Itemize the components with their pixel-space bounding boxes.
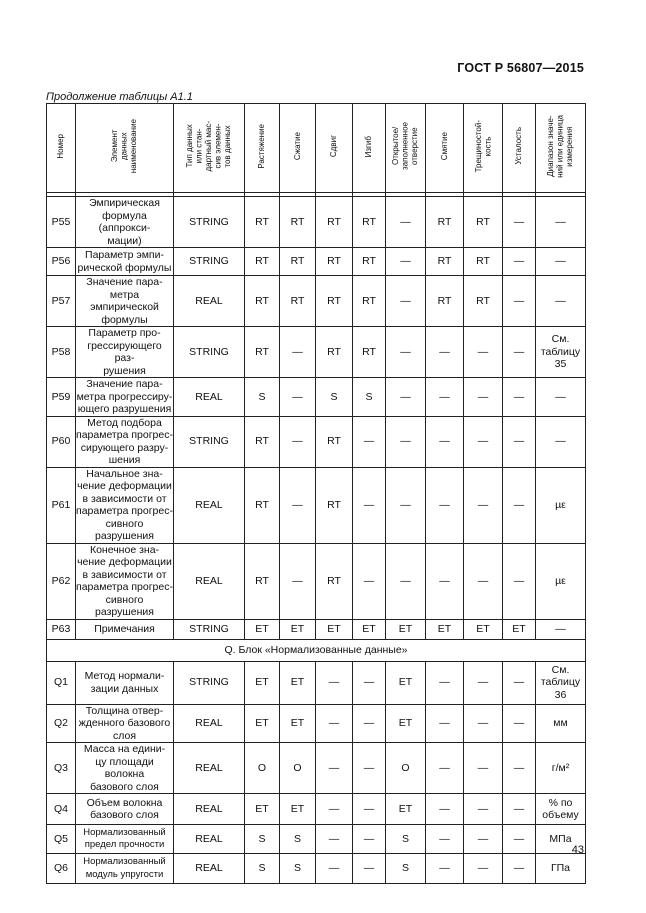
row-test-cell: RT: [316, 416, 353, 467]
row-test-cell: —: [316, 743, 353, 794]
row-data-type: REAL: [174, 743, 245, 794]
row-number: Q2: [47, 704, 76, 743]
row-test-cell: S: [386, 825, 426, 854]
row-test-cell: RT: [426, 276, 464, 327]
row-test-cell: —: [503, 276, 536, 327]
row-test-cell: RT: [245, 276, 280, 327]
col-header-tension: Растяжение: [245, 104, 280, 193]
row-test-cell: —: [280, 543, 316, 619]
row-data-type: REAL: [174, 467, 245, 543]
row-unit: —: [536, 248, 586, 276]
document-code: ГОСТ Р 56807—2015: [457, 61, 584, 75]
row-test-cell: RT: [245, 248, 280, 276]
row-test-cell: —: [353, 704, 386, 743]
row-test-cell: —: [316, 704, 353, 743]
table-row: [47, 619, 586, 639]
row-element-name: Нормализованный предел прочности: [76, 825, 174, 854]
col-header-fatigue: Усталость: [503, 104, 536, 193]
row-number: P56: [47, 248, 76, 276]
row-test-cell: —: [503, 661, 536, 704]
row-test-cell: S: [245, 378, 280, 417]
row-data-type: STRING: [174, 416, 245, 467]
row-test-cell: —: [353, 467, 386, 543]
row-unit: См. таблицу 35: [536, 327, 586, 378]
header-row: [47, 104, 586, 193]
row-element-name: Метод нормали- зации данных: [76, 661, 174, 704]
table-row: [47, 327, 586, 378]
row-test-cell: ET: [503, 619, 536, 639]
row-test-cell: S: [316, 378, 353, 417]
row-test-cell: RT: [316, 248, 353, 276]
row-test-cell: —: [426, 743, 464, 794]
row-test-cell: —: [503, 543, 536, 619]
row-data-type: REAL: [174, 276, 245, 327]
row-test-cell: RT: [426, 197, 464, 248]
page-number: 43: [571, 844, 584, 856]
row-test-cell: —: [386, 416, 426, 467]
row-test-cell: —: [316, 794, 353, 825]
col-header-compression: Сжатие: [280, 104, 316, 193]
row-test-cell: —: [386, 248, 426, 276]
row-unit: МПа: [536, 825, 586, 854]
row-test-cell: RT: [353, 248, 386, 276]
row-test-cell: —: [464, 543, 503, 619]
col-header-number: Номер: [47, 104, 76, 193]
row-test-cell: —: [426, 327, 464, 378]
table-row: [47, 825, 586, 854]
row-test-cell: —: [503, 197, 536, 248]
row-number: Q4: [47, 794, 76, 825]
row-unit: µε: [536, 467, 586, 543]
table-caption: Продолжение таблицы А1.1: [46, 91, 193, 103]
row-element-name: Начальное зна- чение деформации в зависимости от параметра прогрес- сивного разрушения: [76, 467, 173, 542]
row-test-cell: RT: [353, 327, 386, 378]
row-test-cell: O: [280, 743, 316, 794]
row-test-cell: RT: [316, 276, 353, 327]
row-test-cell: O: [245, 743, 280, 794]
row-test-cell: —: [503, 854, 536, 884]
row-test-cell: —: [386, 543, 426, 619]
table-row: [47, 416, 586, 467]
row-number: P55: [47, 197, 76, 248]
row-test-cell: —: [426, 704, 464, 743]
row-test-cell: —: [426, 378, 464, 417]
row-test-cell: S: [245, 825, 280, 854]
row-test-cell: ET: [245, 704, 280, 743]
col-header-open-hole: Открытое/ заполненное отверстие: [386, 104, 426, 193]
row-test-cell: ET: [280, 661, 316, 704]
row-test-cell: —: [353, 854, 386, 884]
row-test-cell: —: [426, 661, 464, 704]
row-test-cell: ET: [386, 704, 426, 743]
row-test-cell: O: [386, 743, 426, 794]
row-unit: —: [536, 619, 586, 639]
row-test-cell: ET: [386, 661, 426, 704]
table-row: [47, 661, 586, 704]
row-test-cell: —: [503, 825, 536, 854]
row-test-cell: —: [353, 543, 386, 619]
row-element-name: Масса на едини- цу площади волокна базового слоя: [76, 743, 174, 794]
row-test-cell: —: [464, 825, 503, 854]
row-test-cell: —: [426, 416, 464, 467]
row-test-cell: —: [386, 197, 426, 248]
section-row: [47, 639, 586, 661]
row-test-cell: RT: [245, 197, 280, 248]
row-test-cell: —: [464, 743, 503, 794]
row-data-type: STRING: [174, 327, 245, 378]
row-test-cell: —: [316, 854, 353, 884]
row-test-cell: —: [353, 825, 386, 854]
row-test-cell: —: [426, 794, 464, 825]
row-test-cell: RT: [245, 327, 280, 378]
row-data-type: REAL: [174, 543, 245, 619]
row-data-type: STRING: [174, 197, 245, 248]
row-test-cell: ET: [386, 619, 426, 639]
row-unit: µε: [536, 543, 586, 619]
row-number: P61: [47, 467, 76, 543]
row-test-cell: —: [386, 276, 426, 327]
row-test-cell: RT: [464, 248, 503, 276]
row-test-cell: —: [353, 416, 386, 467]
row-test-cell: —: [503, 378, 536, 417]
row-test-cell: ET: [316, 619, 353, 639]
row-element-name: Конечное зна- чение деформации в зависимости от параметра прогрес- сивного разрушения: [76, 543, 173, 618]
row-test-cell: ET: [386, 794, 426, 825]
row-unit: мм: [536, 704, 586, 743]
row-test-cell: RT: [316, 543, 353, 619]
row-number: P57: [47, 276, 76, 327]
row-test-cell: RT: [245, 416, 280, 467]
row-test-cell: RT: [280, 248, 316, 276]
row-data-type: STRING: [174, 619, 245, 639]
row-test-cell: —: [316, 661, 353, 704]
row-element-name: Эмпирическая формула (аппрокси- мации): [76, 197, 174, 248]
row-element-name: Значение пара- метра эмпирической формулы: [76, 276, 174, 327]
row-number: P63: [47, 619, 76, 639]
row-unit: —: [536, 416, 586, 467]
row-test-cell: —: [503, 327, 536, 378]
row-number: P60: [47, 416, 76, 467]
row-test-cell: —: [280, 416, 316, 467]
row-element-name: Метод подбора параметра прогрес- сирующего разру- шения: [76, 416, 173, 466]
row-test-cell: —: [503, 416, 536, 467]
row-test-cell: RT: [426, 248, 464, 276]
col-header-shear: Сдвиг: [316, 104, 353, 193]
row-test-cell: RT: [464, 276, 503, 327]
row-test-cell: —: [464, 854, 503, 884]
row-test-cell: RT: [464, 197, 503, 248]
row-unit: —: [536, 378, 586, 417]
row-test-cell: —: [353, 661, 386, 704]
row-test-cell: —: [386, 378, 426, 417]
row-test-cell: S: [245, 854, 280, 884]
row-number: Q3: [47, 743, 76, 794]
row-test-cell: —: [464, 794, 503, 825]
table-row: [47, 378, 586, 417]
row-test-cell: —: [426, 825, 464, 854]
col-header-element-name: Элемент данных наименование: [76, 104, 174, 193]
row-test-cell: —: [386, 327, 426, 378]
table-row: [47, 794, 586, 825]
table-row: [47, 704, 586, 743]
row-test-cell: —: [353, 794, 386, 825]
row-number: Q6: [47, 854, 76, 884]
row-test-cell: ET: [353, 619, 386, 639]
section-title-q: Q. Блок «Нормализованные данные»: [47, 639, 586, 661]
row-test-cell: ET: [245, 794, 280, 825]
row-test-cell: —: [503, 467, 536, 543]
row-data-type: REAL: [174, 825, 245, 854]
col-header-bending: Изгиб: [353, 104, 386, 193]
row-number: Q1: [47, 661, 76, 704]
row-element-name: Нормализованный модуль упругости: [76, 854, 174, 884]
row-data-type: REAL: [174, 794, 245, 825]
row-data-type: REAL: [174, 704, 245, 743]
row-test-cell: —: [280, 378, 316, 417]
row-test-cell: —: [426, 467, 464, 543]
row-unit: ГПа: [536, 854, 586, 884]
row-element-name: Значение пара- метра прогрессиру- ющего разрушения: [76, 378, 173, 415]
row-data-type: REAL: [174, 378, 245, 417]
row-test-cell: RT: [245, 543, 280, 619]
table-row: [47, 467, 586, 543]
row-test-cell: —: [280, 467, 316, 543]
row-test-cell: —: [503, 248, 536, 276]
row-test-cell: —: [503, 743, 536, 794]
row-number: Q5: [47, 825, 76, 854]
row-test-cell: RT: [316, 327, 353, 378]
row-test-cell: ET: [464, 619, 503, 639]
row-element-name: Параметр про- грессирующего раз- рушения: [76, 327, 174, 378]
row-data-type: REAL: [174, 854, 245, 884]
row-element-name: Параметр эмпи- рической формулы: [76, 248, 174, 276]
row-test-cell: ET: [280, 619, 316, 639]
row-test-cell: S: [280, 825, 316, 854]
row-test-cell: ET: [245, 619, 280, 639]
table-row: [47, 248, 586, 276]
table-row: [47, 854, 586, 884]
table-row: [47, 543, 586, 619]
row-test-cell: —: [503, 794, 536, 825]
row-test-cell: RT: [280, 197, 316, 248]
row-element-name: Толщина отвер- жденного базового слоя: [76, 704, 174, 743]
row-test-cell: ET: [280, 704, 316, 743]
row-test-cell: —: [464, 327, 503, 378]
row-element-name: Объем волокна базового слоя: [76, 794, 174, 825]
row-unit: —: [536, 276, 586, 327]
row-test-cell: RT: [316, 467, 353, 543]
col-header-data-type: Тип данных или стан- дартный мас- сив элемен- тов данных: [174, 104, 245, 193]
row-test-cell: —: [386, 467, 426, 543]
row-test-cell: S: [280, 854, 316, 884]
row-test-cell: S: [353, 378, 386, 417]
row-test-cell: ET: [280, 794, 316, 825]
row-test-cell: —: [464, 378, 503, 417]
row-test-cell: —: [280, 327, 316, 378]
row-test-cell: RT: [353, 276, 386, 327]
row-test-cell: S: [386, 854, 426, 884]
row-data-type: STRING: [174, 248, 245, 276]
table-row: [47, 276, 586, 327]
data-elements-table: [46, 103, 586, 884]
row-test-cell: —: [464, 704, 503, 743]
row-number: P58: [47, 327, 76, 378]
row-unit: г/м²: [536, 743, 586, 794]
table-row: [47, 743, 586, 794]
col-header-bearing: Смятие: [426, 104, 464, 193]
row-element-name: Примечания: [76, 619, 174, 639]
row-test-cell: —: [426, 543, 464, 619]
row-unit: См. таблицу 36: [536, 661, 586, 704]
col-header-range-unit: Диапазон значе- ний или единица измерения: [536, 104, 586, 193]
row-test-cell: RT: [245, 467, 280, 543]
row-number: P59: [47, 378, 76, 417]
row-test-cell: —: [353, 743, 386, 794]
row-test-cell: —: [426, 854, 464, 884]
row-test-cell: RT: [353, 197, 386, 248]
row-data-type: STRING: [174, 661, 245, 704]
row-unit: —: [536, 197, 586, 248]
row-number: P62: [47, 543, 76, 619]
table-row: [47, 197, 586, 248]
row-test-cell: ET: [426, 619, 464, 639]
row-test-cell: RT: [316, 197, 353, 248]
row-test-cell: —: [464, 467, 503, 543]
row-test-cell: —: [464, 416, 503, 467]
row-test-cell: —: [464, 661, 503, 704]
row-test-cell: —: [503, 704, 536, 743]
row-test-cell: —: [316, 825, 353, 854]
row-test-cell: ET: [245, 661, 280, 704]
row-test-cell: RT: [280, 276, 316, 327]
row-unit: % по объему: [536, 794, 586, 825]
col-header-fracture-toughness: Трещиностой- кость: [464, 104, 503, 193]
